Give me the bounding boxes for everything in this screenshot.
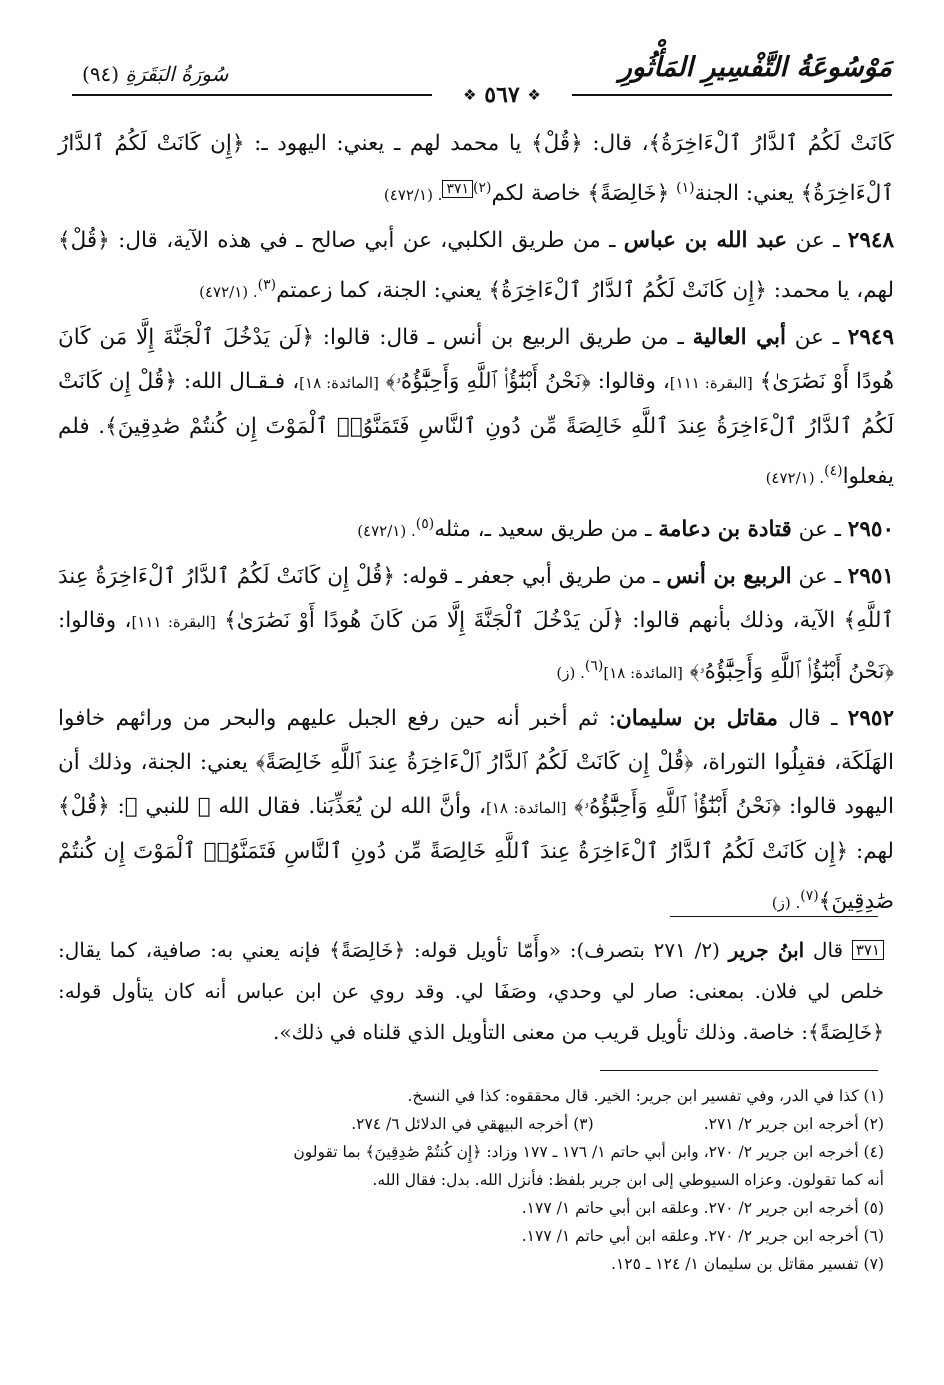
- text-run: ـ عن: [791, 564, 848, 589]
- footnote-row: [58, 1110, 884, 1138]
- narrator-name: الربيع بن أنس: [666, 564, 792, 589]
- source-ref: . (٤٧٢/١): [765, 469, 825, 487]
- footnote-marker[interactable]: (٥): [415, 516, 435, 532]
- text-run: ـ عن: [787, 228, 848, 253]
- page-number: ٥٦٧: [484, 82, 520, 108]
- text-run: ـ عن: [785, 325, 848, 350]
- sura-reference: [82, 62, 228, 86]
- narrator-name: مقاتل بن سليمان: [615, 706, 778, 731]
- verse-ref: [البقرة: ١١١]: [669, 374, 753, 392]
- source-ref: . (٤٧٢/١): [199, 283, 258, 301]
- text-run: ـ من طريق الربيع بن أنس ـ قال: قالوا: ﴿لَن يَدْخُلَ ٱلْجَنَّةَ إِلَّا مَن كَانَ هُودًا أَوْ نَصَٰرَىٰ﴾: [58, 325, 894, 394]
- narration-number: ٢٩٥٢: [847, 706, 894, 731]
- footnote-7: (٧) تفسير مقاتل بن سليمان ١/ ١٢٤ ـ ١٢٥.: [611, 1255, 884, 1273]
- footnote-marker[interactable]: (٧): [800, 888, 819, 904]
- source-ref: . (٤٧٢/١): [383, 186, 443, 204]
- footnotes: [58, 1082, 884, 1278]
- ornament-icon: ❖: [463, 86, 477, 104]
- source-ref: . (ز): [771, 894, 801, 912]
- narration-number: ٢٩٥١: [847, 564, 894, 589]
- editor-note-marker[interactable]: ٣٧١: [442, 180, 473, 198]
- main-text: [58, 122, 894, 927]
- text-run: ـ من طريق الكلبي، عن أبي صالح ـ في هذه الآية، قال: ﴿قُلْ﴾ لهم، يا محمد: ﴿إِن كَانَتْ لَكُمُ ٱلدَّارُ ٱلْءَاخِرَةُ﴾ يعني: الجنة، كما زعمتم: [58, 228, 894, 303]
- text-run: ـ من طريق أبي جعفر ـ قوله: ﴿قُلْ إِن كَانَتْ لَكُمُ ٱلدَّارُ ٱلْءَاخِرَةُ عِندَ ٱللَّهِ﴾ الآية، وذلك بأنهم قالوا: ﴿لَن يَدْخُلَ ٱلْجَنَّةَ إِلَّا مَن كَانَ هُودًا أَوْ نَصَٰرَىٰ﴾: [58, 564, 894, 633]
- source-ref: . (ز): [556, 664, 585, 682]
- verse-ref: [المائدة: ١٨]: [603, 664, 683, 682]
- text-run: ـ قال: [777, 706, 848, 731]
- footnote-6: (٦) أخرجه ابن جرير ٢/ ٢٧٠. وعلقه ابن أبي حاتم ١/ ١٧٧.: [521, 1227, 884, 1245]
- editor-commentary: [58, 930, 884, 1053]
- narrator-name: أبي العالية: [692, 325, 786, 350]
- footnote-marker[interactable]: (٢): [473, 180, 492, 196]
- page-number-box: [432, 82, 572, 108]
- footnote-marker[interactable]: (١): [676, 180, 695, 196]
- text-run: ـ من طريق سعيد ـ، مثله: [434, 517, 659, 542]
- footnote-5: (٥) أخرجه ابن جرير ٢/ ٢٧٠. وعلقه ابن أبي حاتم ١/ ١٧٧.: [521, 1199, 884, 1217]
- editor-note-number: ٣٧١: [852, 940, 884, 960]
- source-ref: . (٤٧٢/١): [357, 522, 416, 540]
- narration-number: ٢٩٥٠: [847, 517, 894, 542]
- narration-2948: [58, 219, 894, 314]
- footnote-3: (٣) أخرجه البيهقي في الدلائل ٦/ ٢٧٤.: [351, 1115, 594, 1133]
- footnote-rule: [600, 1070, 878, 1071]
- narration-2949: [58, 316, 894, 500]
- text-run: ، وأنَّ الله لن يُعَذِّبَنا. فقال الله ﷻ للنبي ﷺ: ﴿قُلْ﴾ لهم: ﴿إِن كَانَتْ لَكُمُ ٱلدَّارُ ٱلْءَاخِرَةُ عِندَ ٱللَّهِ خَالِصَةً مِّن دُونِ ٱلنَّاسِ فَتَمَنَّوُا۟ ٱلْمَوْتَ إِن كُنتُمْ صَٰدِقِينَ﴾: [58, 794, 894, 914]
- ornament-icon: ❖: [527, 86, 541, 104]
- verse-ref: [البقرة: ١١١]: [131, 613, 216, 631]
- narrator-name: عبد الله بن عباس: [623, 228, 788, 253]
- narration-2950: [58, 502, 894, 553]
- verse-ref: [المائدة: ١٨]: [486, 799, 567, 817]
- series-title: مَوْسُوعَةُ التَّفْسِيرِ المَأْثُورِ: [618, 52, 892, 83]
- narration-number: ٢٩٤٩: [847, 325, 894, 350]
- narration-number: ٢٩٤٨: [847, 228, 894, 253]
- text-run: كَانَتْ لَكُمُ ٱلدَّارُ ٱلْءَاخِرَةُ﴾، قال: ﴿قُلْ﴾ يا محمد لهم ـ يعني: اليهود ـ: ﴿إِن كَانَتْ لَكُمُ ٱلدَّارُ ٱلْءَاخِرَةُ﴾ يعني: الجنة: [58, 131, 894, 206]
- text-run: : ثم أخبر أنه حين رفع الجبل عليهم والبحر من ورائهم خافوا الهَلَكَة، فقبِلُوا التوراة، ﴿قُلْ إِن كَانَتْ لَكُمُ ٱلدَّارُ ٱلْءَاخِرَةُ عِندَ ٱللَّهِ خَالِصَةً﴾ يعني: الجنة، وذلك أن اليهود قالوا: ﴿نَحْنُ أَبْنَٰٓؤُا۟ ٱللَّهِ وَأَحِبَّٰٓؤُهُۥ﴾: [58, 706, 895, 819]
- footnote-2: (٢) أخرجه ابن جرير ٢/ ٢٧١.: [703, 1115, 884, 1133]
- footnote-marker[interactable]: (٣): [257, 277, 277, 293]
- text-run: ـ عن: [791, 517, 848, 542]
- verse-number: (٩٤): [82, 62, 120, 86]
- text-run: (٢/ ٢٧١ بتصرف): «وأَمّا تأويل قوله: ﴿خَالِصَةً﴾ فإنه يعني به: صافية، كما يقال: خلص لي فلان. بمعنى: صار لي وحدي، وصَفَا لي. وقد روي عن ابن عباس أنه كان يتأول قوله: ﴿خَالِصَةً﴾: خاصة. وذلك تأويل قريب من معنى التأويل الذي قلناه في ذلك».: [58, 938, 884, 1044]
- commentary-paragraph: [58, 930, 884, 1053]
- footnote-4-continued: أنه كما تقولون. وعزاه السيوطي إلى ابن جرير بلفظ: فأنزل الله. بدل: فقال الله.: [372, 1171, 884, 1189]
- narrator-name: قتادة بن دعامة: [658, 517, 792, 542]
- narration-2951: [58, 555, 894, 695]
- narration-2952: [58, 697, 894, 925]
- text-run: قال: [804, 938, 852, 962]
- page-header: [72, 48, 892, 108]
- sura-name: سُورَةُ البَقَرَةِ: [125, 62, 229, 86]
- paragraph: [58, 122, 894, 217]
- footnote-marker[interactable]: (٦): [584, 658, 604, 674]
- footnote-1: (١) كذا في الدر، وفي تفسير ابن جرير: الخير. قال محققوه: كذا في النسخ.: [407, 1087, 884, 1105]
- footnote-4: (٤) أخرجه ابن جرير ٢/ ٢٧٠، وابن أبي حاتم ١/ ١٧٦ ـ ١٧٧ وزاد: ﴿إِن كُنتُمْ صَٰدِقِينَ﴾ بما تقولون: [293, 1143, 884, 1161]
- verse-ref: [المائدة: ١٨]: [299, 374, 379, 392]
- text-run: ، وقالوا: ﴿نَحْنُ أَبْنَٰٓؤُا۟ ٱللَّهِ وَأَحِبَّٰٓؤُهُۥ﴾: [58, 608, 894, 684]
- scholar-name: ابنُ جرير: [728, 938, 805, 962]
- footnote-marker[interactable]: (٤): [824, 463, 843, 479]
- text-run: ، وقالوا: ﴿نَحْنُ أَبْنَٰٓؤُا۟ ٱللَّهِ وَأَحِبَّٰٓؤُهُۥ﴾: [378, 369, 670, 394]
- text-run: ، فـقـال الله: ﴿قُلْ إِن كَانَتْ لَكُمُ ٱلدَّارُ ٱلْءَاخِرَةُ عِندَ ٱللَّهِ خَالِصَةً مِّن دُونِ ٱلنَّاسِ فَتَمَنَّوُا۟ ٱلْمَوْتَ إِن كُنتُمْ صَٰدِقِينَ﴾. فلم يفعلوا: [58, 369, 894, 489]
- separator-rule: [670, 916, 878, 917]
- text-run: ﴿خَالِصَةً﴾ خاصة لكم: [491, 181, 677, 206]
